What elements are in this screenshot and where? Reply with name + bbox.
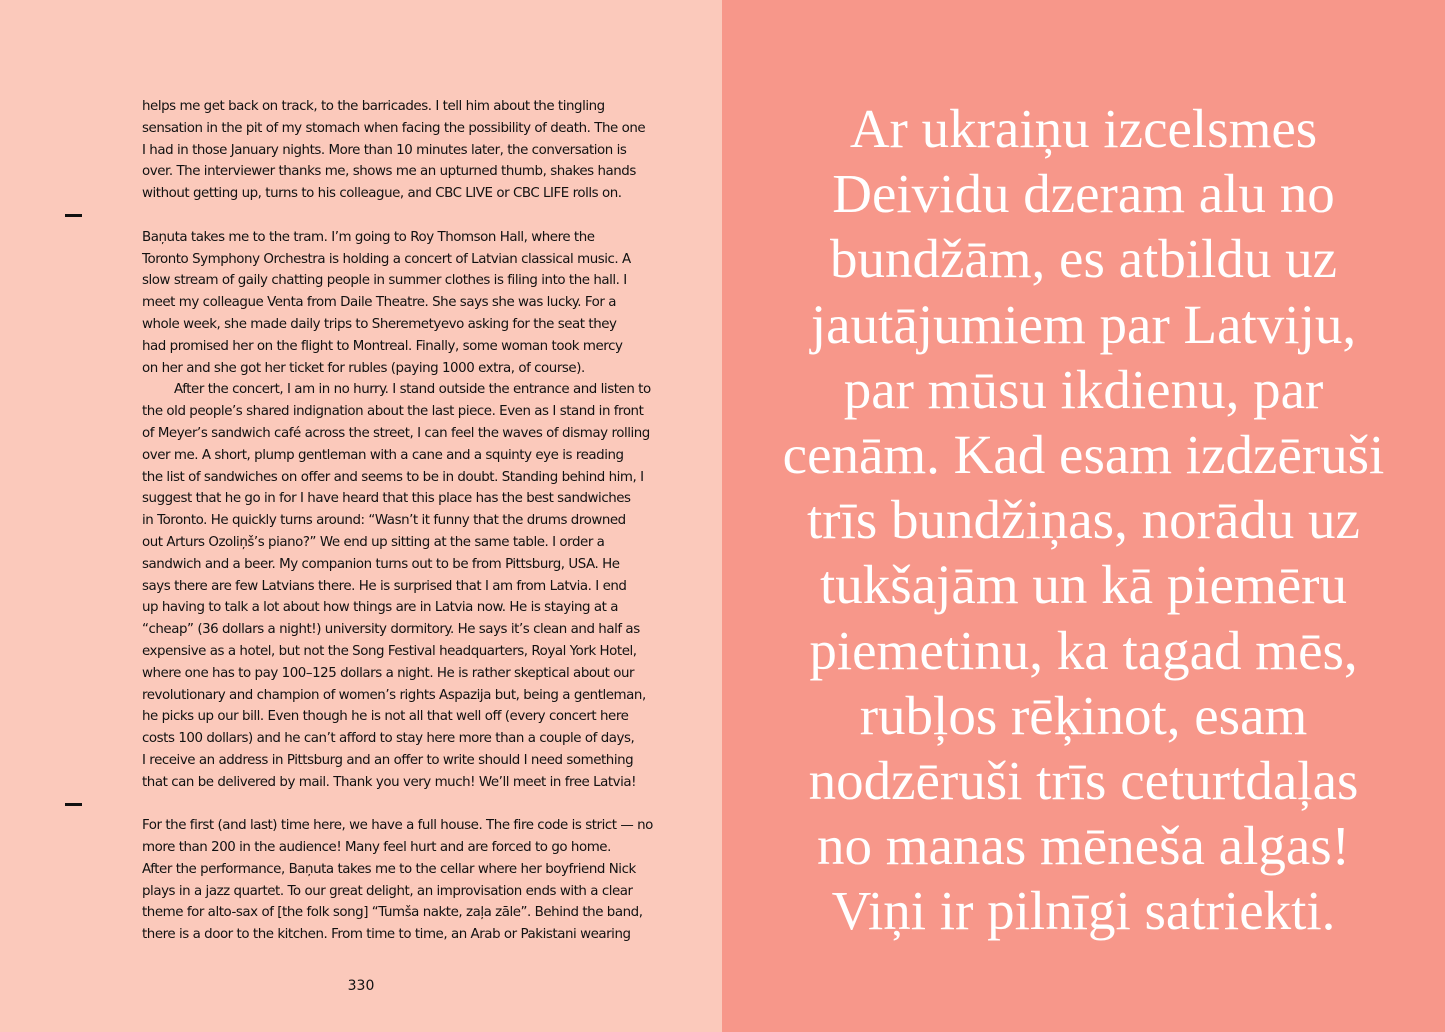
text-line: suggest that he go in for I have heard that this place has the best sandwiches [142, 491, 631, 507]
quote-line: trīs bundžiņas, norādu uz [807, 489, 1360, 551]
text-line: the old people’s shared indignation about the last piece. Even as I stand in front [142, 404, 644, 420]
quote-line: bundžām, es atbildu uz [829, 228, 1338, 290]
text-line: whole week, she made daily trips to Sheremetyevo asking for the seat they [142, 316, 617, 332]
text-line: plays in a jazz quartet. To our great delight, an improvisation ends with a clear [142, 883, 633, 899]
text-line: in Toronto. He quickly turns around: “Wasn’t it funny that the drums drowned [142, 513, 626, 529]
quote-line: Deividu dzeram alu no [832, 163, 1335, 225]
quote-line: par mūsu ikdienu, par [843, 358, 1324, 420]
pull-quote [740, 96, 1427, 944]
text-line: slow stream of gaily chatting people in summer clothes is filing into the hall. I [142, 273, 627, 289]
text-line: more than 200 in the audience! Many feel hurt and are forced to go home. [142, 840, 611, 856]
text-line: the list of sandwiches on offer and seems to be in doubt. Standing behind him, I [142, 469, 644, 485]
paragraph-1 [142, 96, 672, 205]
quote-line: jautājumiem par Latviju, [810, 293, 1357, 355]
text-line: meet my colleague Venta from Daile Theatre. She says she was lucky. For a [142, 295, 617, 311]
section-break-dash [65, 214, 82, 217]
quote-line: Viņi ir pilnīgi satriekti. [831, 880, 1336, 942]
text-line: says there are few Latvians there. He is surprised that I am from Latvia. I end [142, 578, 627, 594]
text-line: where one has to pay 100–125 dollars a night. He is rather skeptical about our [142, 665, 635, 681]
text-line: After the concert, I am in no hurry. I stand outside the entrance and listen to [174, 382, 651, 398]
text-line: theme for alto-sax of [the folk song] “Tumša nakte, zaļa zāle”. Behind the band, [142, 905, 643, 921]
quote-line: Ar ukraiņu izcelsmes [849, 98, 1318, 159]
section-break-dash [65, 803, 82, 806]
text-line: “cheap” (36 dollars a night!) university dormitory. He says it’s clean and half as [142, 622, 640, 638]
text-line: I had in those January nights. More than 10 minutes later, the conversation is [142, 142, 627, 158]
page-number: 330 [347, 978, 375, 994]
paragraph-4 [142, 815, 672, 946]
quote-line: cenām. Kad esam izdzēruši [782, 424, 1385, 486]
text-line: had promised her on the flight to Montreal. Finally, some woman took mercy [142, 338, 623, 354]
text-line: revolutionary and champion of women’s rights Aspazija but, being a gentleman, [142, 687, 646, 703]
text-line: he picks up our bill. Even though he is not all that well off (every concert here [142, 709, 629, 725]
quote-line: tukšajām un kā piemēru [820, 554, 1347, 616]
text-line: I receive an address in Pittsburg and an offer to write should I need something [142, 752, 634, 768]
paragraph-2 [142, 227, 672, 380]
text-line: on her and she got her ticket for rubles (paying 1000 extra, of course). [142, 360, 585, 376]
quote-line: no manas mēneša algas! [816, 815, 1350, 877]
text-line: helps me get back on track, to the barricades. I tell him about the tingling [142, 99, 605, 114]
paragraph-3 [142, 379, 672, 793]
text-line: of Meyer’s sandwich café across the street, I can feel the waves of dismay rolling [142, 425, 650, 441]
text-line: without getting up, turns to his colleague, and CBC LIVE or CBC LIFE rolls on. [142, 186, 622, 202]
left-page [0, 0, 722, 1032]
text-line: sensation in the pit of my stomach when facing the possibility of death. The one [142, 120, 646, 136]
text-line: up having to talk a lot about how things are in Latvia now. He is staying at a [142, 600, 619, 616]
text-line: there is a door to the kitchen. From time to time, an Arab or Pakistani wearing [142, 927, 631, 943]
text-line: that can be delivered by mail. Thank you very much! We’ll meet in free Latvia! [142, 774, 637, 790]
text-line: For the first (and last) time here, we have a full house. The fire code is strict — no [142, 818, 653, 834]
text-line: Toronto Symphony Orchestra is holding a concert of Latvian classical music. A [142, 251, 631, 267]
text-line: After the performance, Baņuta takes me to the cellar where her boyfriend Nick [142, 861, 636, 877]
text-line: over me. A short, plump gentleman with a cane and a squinty eye is reading [142, 447, 624, 463]
quote-line: piemetinu, ka tagad mēs, [809, 619, 1358, 681]
text-line: over. The interviewer thanks me, shows me an upturned thumb, shakes hands [142, 164, 636, 180]
quote-line: rubļos rēķinot, esam [859, 684, 1308, 746]
text-line: costs 100 dollars) and he can’t afford to stay here more than a couple of days, [142, 731, 635, 747]
quote-line: nodzēruši trīs ceturtdaļas [808, 750, 1359, 812]
text-line: expensive as a hotel, but not the Song Festival headquarters, Royal York Hotel, [142, 643, 637, 659]
body-text [142, 96, 672, 946]
text-line: out Arturs Ozoliņš’s piano?” We end up sitting at the same table. I order a [142, 534, 605, 550]
text-line: sandwich and a beer. My companion turns out to be from Pittsburg, USA. He [142, 556, 620, 572]
text-line: Baņuta takes me to the tram. I’m going to Roy Thomson Hall, where the [142, 229, 595, 245]
